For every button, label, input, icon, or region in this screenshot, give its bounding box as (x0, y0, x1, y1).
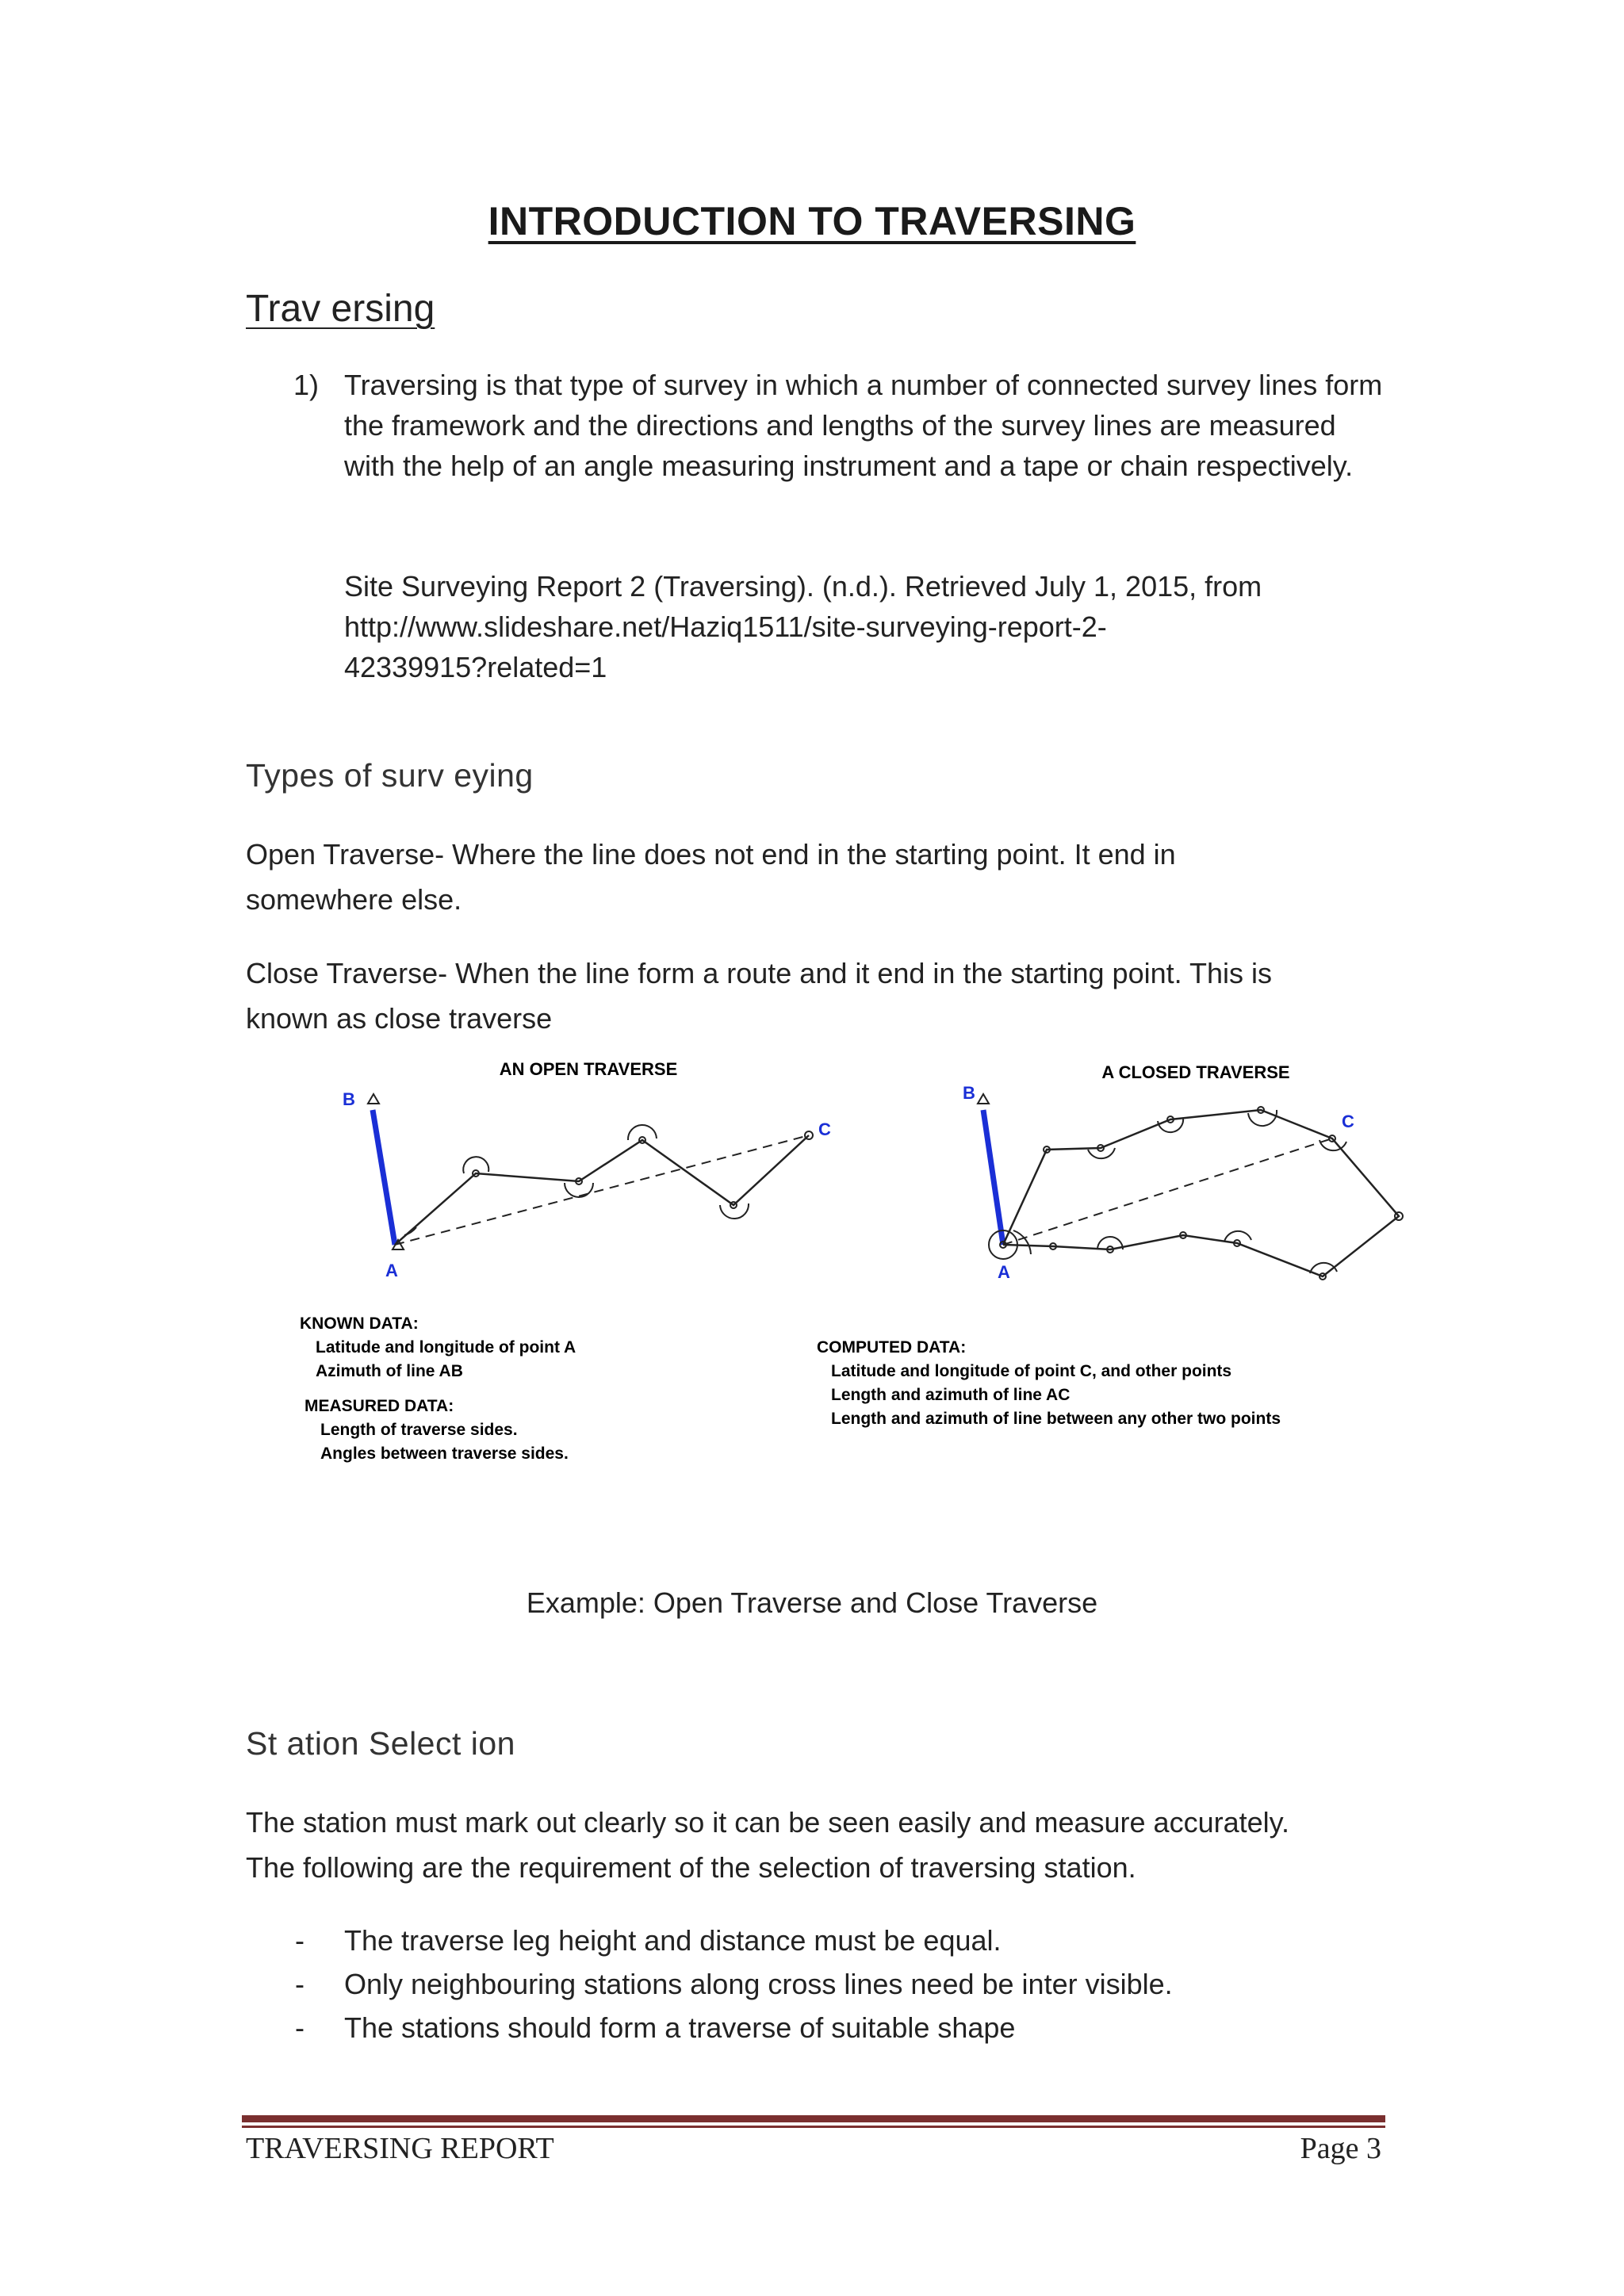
station-para-line-1: The station must mark out clearly so it can be seen easily and measure accurately. (246, 1806, 1289, 1839)
open-station-angles (404, 1125, 813, 1235)
bullet-item-3: The stations should form a traverse of suitable shape (344, 2011, 1016, 2044)
computed-data-3: Length and azimuth of line between any other two points (831, 1410, 1281, 1428)
computed-data-2: Length and azimuth of line AC (831, 1386, 1071, 1404)
open-label-c: C (818, 1119, 831, 1139)
measured-data-2: Angles between traverse sides. (320, 1445, 569, 1463)
figure-caption: Example: Open Traverse and Close Traverse (526, 1586, 1098, 1619)
close-traverse-line-1: Close Traverse- When the line form a route and it end in the starting point. This is (246, 957, 1272, 989)
bullet-marker-1: - (295, 1924, 304, 1957)
section-heading-station: St ation Select ion (246, 1725, 515, 1762)
open-traverse-line-1: Open Traverse- Where the line does not end in the starting point. It end in (246, 838, 1176, 871)
bullet-item-1: The traverse leg height and distance must be equal. (344, 1924, 1002, 1957)
closed-line-ab (983, 1110, 1003, 1245)
open-label-b: B (343, 1089, 355, 1109)
list-number: 1) (293, 369, 320, 401)
closed-label-a: A (998, 1262, 1010, 1282)
open-label-a: A (385, 1261, 398, 1280)
footer-page-number: Page 3 (1300, 2132, 1381, 2165)
citation-line-1: Site Surveying Report 2 (Traversing). (n.d.). Retrieved July 1, 2015, from (344, 570, 1262, 603)
traverse-figure (285, 1047, 1443, 1490)
bullet-marker-2: - (295, 1968, 304, 2000)
known-data-heading: KNOWN DATA: (300, 1314, 419, 1333)
bullet-item-2: Only neighbouring stations along cross lines need be inter visible. (344, 1968, 1173, 2000)
closed-point-b-marker (978, 1094, 989, 1104)
closed-label-b: B (963, 1083, 975, 1103)
section-heading-types: Types of surv eying (246, 757, 534, 794)
measured-data-heading: MEASURED DATA: (304, 1397, 454, 1415)
known-data-2: Azimuth of line AB (316, 1362, 463, 1380)
closed-traverse-path (1003, 1110, 1399, 1276)
open-traverse-title: AN OPEN TRAVERSE (499, 1059, 678, 1079)
section-heading-traversing: Trav ersing (246, 288, 435, 330)
open-point-b-marker (368, 1094, 379, 1104)
traversing-definition: Traversing is that type of survey in which a number of connected survey lines form the framework and the directions and lengths of the survey lines are measured with the help of an angle measuring instrument and a tape or chain respectively. (344, 369, 1383, 482)
closed-label-c: C (1342, 1112, 1354, 1131)
footer-rule-thick (242, 2115, 1385, 2122)
citation-link[interactable]: http://www.slideshare.net/Haziq1511/site-surveying-report-2- (344, 610, 1107, 643)
footer-report-title: TRAVERSING REPORT (246, 2132, 554, 2165)
computed-data-1: Latitude and longitude of point C, and other points (831, 1362, 1232, 1380)
station-para-line-2: The following are the requirement of the selection of traversing station. (246, 1851, 1136, 1884)
closed-station-angles (989, 1107, 1403, 1280)
page-title: INTRODUCTION TO TRAVERSING (488, 199, 1136, 243)
close-traverse-line-2: known as close traverse (246, 1002, 553, 1035)
bullet-marker-3: - (295, 2011, 304, 2044)
open-traverse-line-2: somewhere else. (246, 883, 462, 916)
closed-traverse-title: A CLOSED TRAVERSE (1101, 1062, 1290, 1082)
citation-link-cont[interactable]: 42339915?related=1 (344, 651, 607, 683)
known-data-1: Latitude and longitude of point A (316, 1338, 576, 1357)
footer-rule-thin (242, 2126, 1385, 2128)
computed-data-heading: COMPUTED DATA: (817, 1338, 967, 1357)
open-line-ab (373, 1110, 395, 1245)
closed-dashed-ac (1003, 1138, 1332, 1245)
measured-data-1: Length of traverse sides. (320, 1421, 518, 1439)
